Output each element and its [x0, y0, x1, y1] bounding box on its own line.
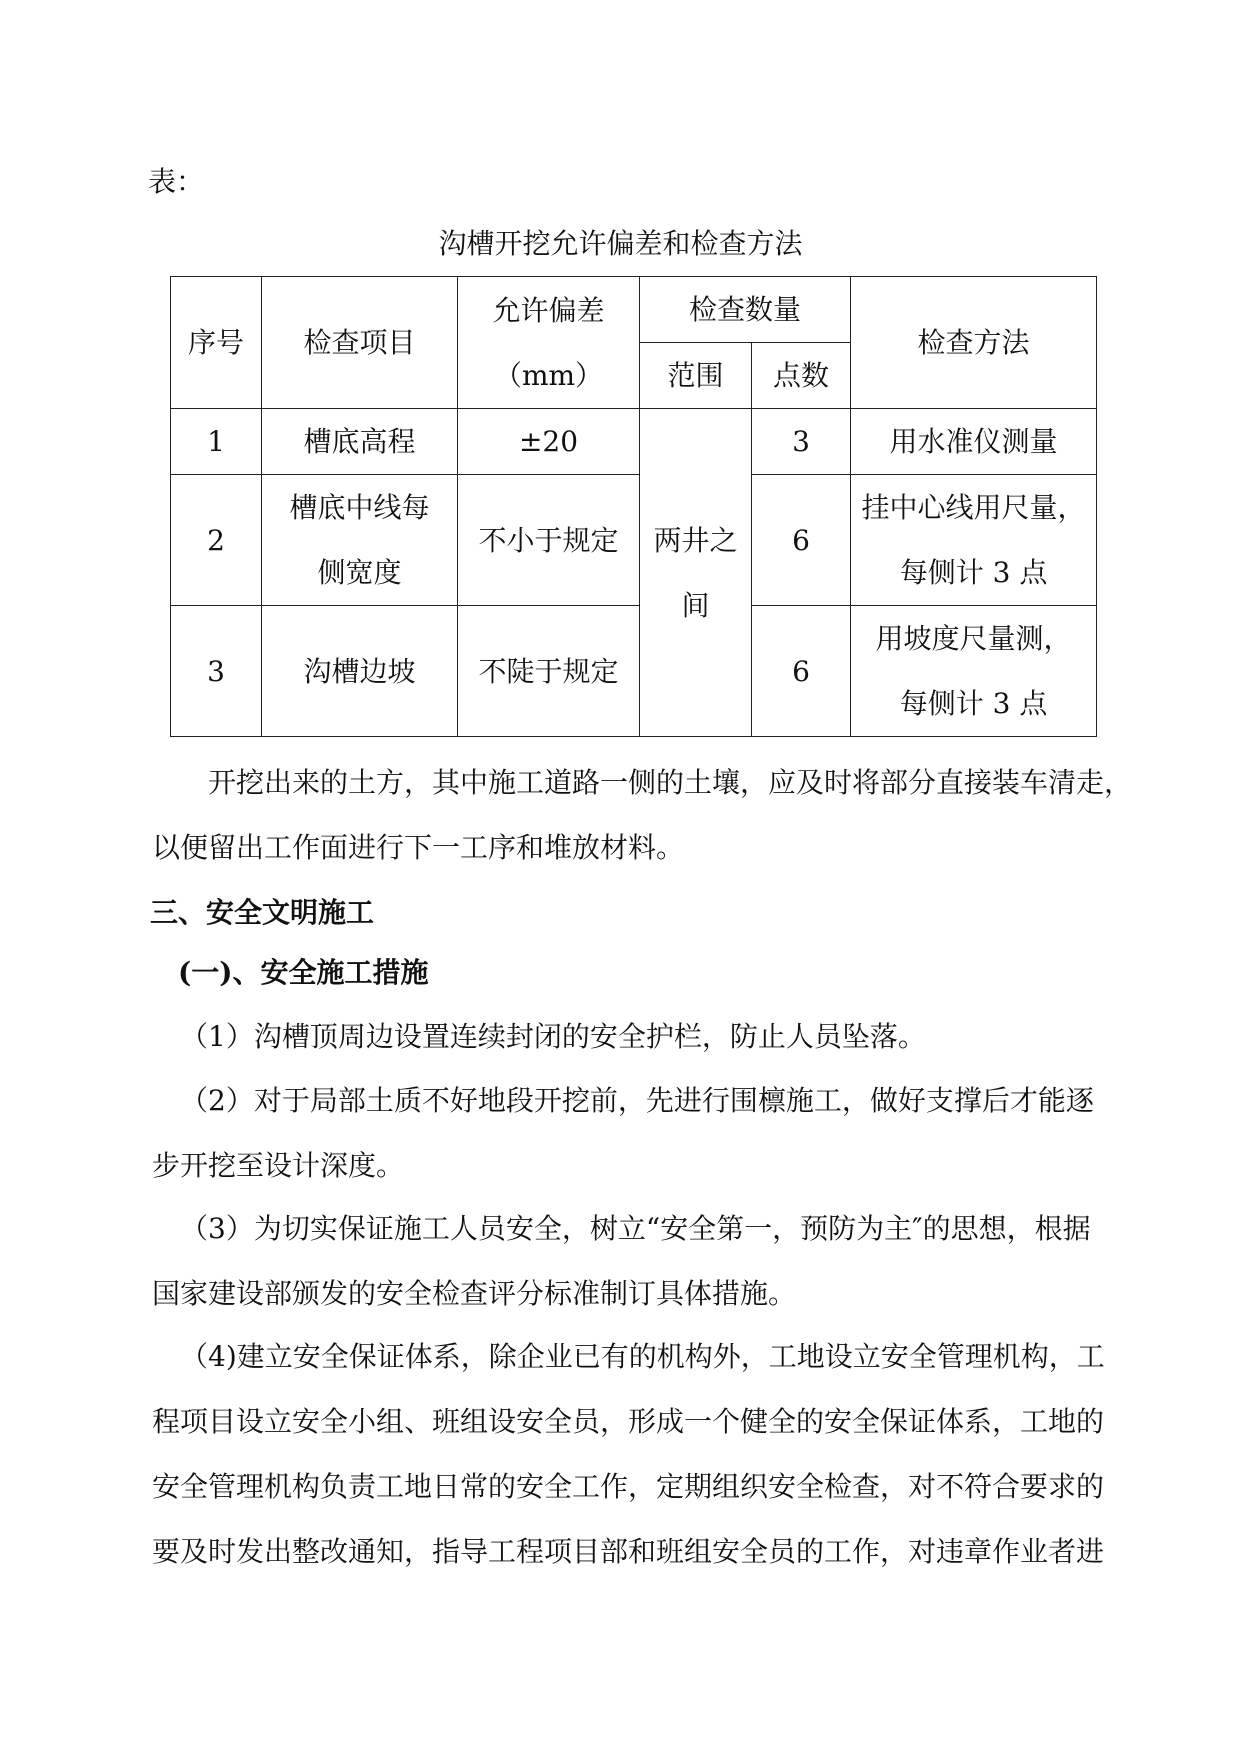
row-item: 沟槽边坡: [262, 606, 458, 737]
row-no: 1: [171, 409, 262, 475]
row-no: 2: [171, 475, 262, 606]
row-points: 6: [752, 475, 851, 606]
paragraph-excavation: [152, 750, 1133, 880]
header-tolerance-label: 允许偏差: [492, 293, 605, 327]
paragraph-line: 开挖出来的土方，其中施工道路一侧的土壤，应及时将部分直接装车清走，: [208, 766, 1133, 799]
row-item-line: 槽底中线每: [289, 491, 430, 524]
table-intro-label: 表：: [148, 165, 205, 198]
header-no: 序号: [171, 277, 262, 409]
paragraph-line: （3）为切实保证施工人员安全，树立“安全第一，预防为主″的思想，根据: [180, 1212, 1091, 1245]
row-tolerance: 不小于规定: [458, 475, 640, 606]
paragraph-line: 以便留出工作面进行下一工序和堆放材料。: [152, 831, 685, 864]
row-method-line: 挂中心线用尺量，: [861, 491, 1086, 524]
row-method-line: 每侧计 3 点: [899, 556, 1048, 589]
header-method: 检查方法: [851, 277, 1097, 409]
table-row: [171, 606, 1097, 737]
row-no: 3: [171, 606, 262, 737]
paragraph-line: （4)建立安全保证体系，除企业已有的机构外，工地设立安全管理机构，工: [180, 1340, 1105, 1373]
row-method: 用水准仪测量: [851, 409, 1097, 475]
header-item: 检查项目: [262, 277, 458, 409]
row-item: 槽底高程: [262, 409, 458, 475]
subsection-heading: (一)、安全施工措施: [178, 956, 429, 989]
header-quantity: 检查数量: [640, 277, 851, 343]
row-tolerance: ±20: [458, 409, 640, 475]
row-method-line: 用坡度尺量测，: [875, 622, 1072, 655]
paragraph-line: （1）沟槽顶周边设置连续封闭的安全护栏，防止人员坠落。: [180, 1020, 926, 1053]
row-item: [262, 475, 458, 606]
section-heading: 三、安全文明施工: [150, 896, 375, 929]
measure-item-2: [152, 1068, 1120, 1198]
header-points: 点数: [752, 343, 851, 409]
paragraph-line: 步开挖至设计深度。: [152, 1149, 405, 1182]
paragraph-line: （2）对于局部土质不好地段开挖前，先进行围檩施工，做好支撑后才能逐: [180, 1084, 1094, 1117]
measure-item-3: [152, 1196, 1120, 1326]
measure-item-1: [152, 1004, 1120, 1069]
row-points: 6: [752, 606, 851, 737]
paragraph-line: 安全管理机构负责工地日常的安全工作，定期组织安全检查，对不符合要求的: [152, 1470, 1105, 1503]
header-tolerance: [458, 277, 640, 409]
paragraph-line: 程项目设立安全小组、班组设安全员，形成一个健全的安全保证体系，工地的: [152, 1405, 1105, 1438]
row-range-merged: [640, 409, 752, 737]
header-range: 范围: [640, 343, 752, 409]
row-tolerance: 不陡于规定: [458, 606, 640, 737]
row-method-line: 每侧计 3 点: [899, 687, 1048, 720]
paragraph-line: 国家建设部颁发的安全检查评分标准制订具体措施。: [152, 1277, 797, 1310]
row-points: 3: [752, 409, 851, 475]
inspection-table: [170, 276, 1097, 737]
table-row: [171, 475, 1097, 606]
row-method: [851, 475, 1097, 606]
paragraph-line: 要及时发出整改通知，指导工程项目部和班组安全员的工作，对违章作业者进: [152, 1535, 1105, 1568]
row-method: [851, 606, 1097, 737]
header-tolerance-unit: （mm）: [493, 358, 604, 392]
range-line: 间: [681, 588, 710, 622]
range-line: 两井之: [653, 523, 738, 557]
measure-item-4: [152, 1324, 1120, 1584]
table-title: 沟槽开挖允许偏差和检查方法: [438, 227, 803, 260]
row-item-line: 侧宽度: [317, 556, 402, 589]
table-row: [171, 409, 1097, 475]
